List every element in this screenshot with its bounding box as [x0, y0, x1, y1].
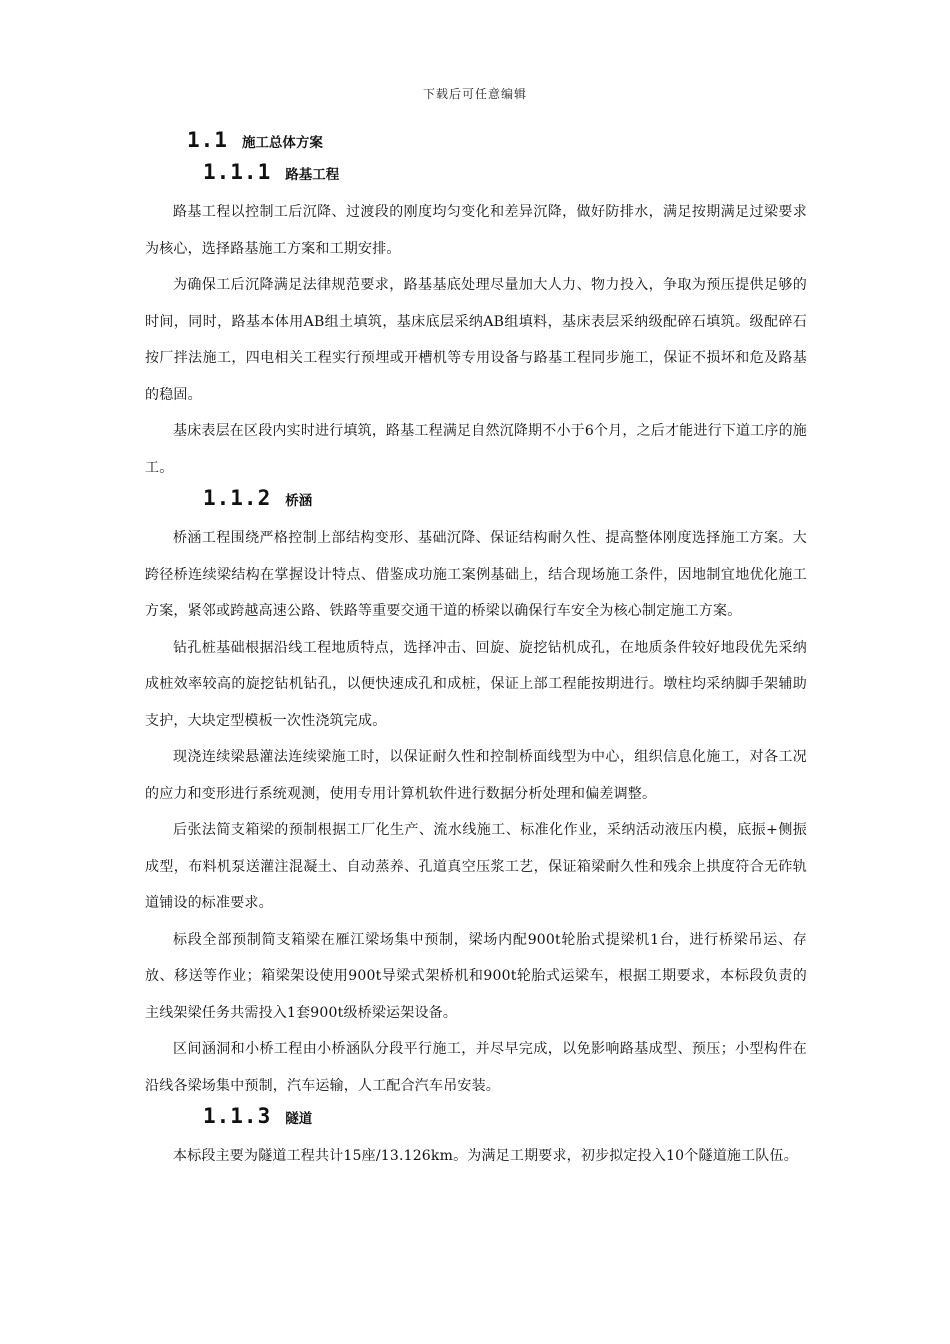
section-number: 1.1.1	[203, 160, 272, 184]
section-heading-1-1	[187, 128, 807, 160]
section-heading-1-1-3	[203, 1104, 807, 1138]
section-title: 隧道	[285, 1111, 313, 1127]
section-heading-1-1-2	[203, 486, 807, 520]
section-heading-1-1-1	[203, 160, 807, 194]
paragraph: 钻孔桩基础根据沿线工程地质特点，选择冲击、回旋、旋挖钻机成孔，在地质条件较好地段优先采纳成桩效率较高的旋挖钻机钻孔，以便快速成孔和成桩，保证上部工程能按期进行。墩柱均采纳脚手架辅助支护，大块定型模板一次性浇筑完成。	[145, 639, 807, 729]
section-title: 桥涵	[285, 493, 313, 509]
paragraph: 现浇连续梁悬灌法连续梁施工时，以保证耐久性和控制桥面线型为中心，组织信息化施工，对各工况的应力和变形进行系统观测，使用专用计算机软件进行数据分析处理和偏差调整。	[145, 749, 807, 802]
section-number: 1.1.3	[203, 1104, 272, 1128]
paragraph: 本标段主要为隧道工程共计15座/13.126km。为满足工期要求，初步拟定投入10个隧道施工队伍。	[173, 1148, 798, 1164]
section-title: 施工总体方案	[241, 135, 323, 151]
paragraph: 后张法简支箱梁的预制根据工厂化生产、流水线施工、标准化作业，采纳活动液压内模，底振+侧振成型，布料机泵送灌注混凝土、自动蒸养、孔道真空压浆工艺，保证箱梁耐久性和残余上拱度符合无砟轨道铺设的标准要求。	[145, 822, 807, 911]
paragraph: 路基工程以控制工后沉降、过渡段的刚度均匀变化和差异沉降，做好防排水，满足按期满足过梁要求为核心，选择路基施工方案和工期安排。	[145, 204, 807, 257]
document-body	[145, 128, 807, 1175]
section-number: 1.1	[187, 128, 228, 152]
paragraph: 桥涵工程围绕严格控制上部结构变形、基础沉降、保证结构耐久性、提高整体刚度选择施工方案。大跨径桥连续梁结构在掌握设计特点、借鉴成功施工案例基础上，结合现场施工条件，因地制宜地优化施工方案，紧邻或跨越高速公路、铁路等重要交通干道的桥梁以确保行车安全为核心制定施工方案。	[145, 530, 807, 619]
paragraph: 区间涵洞和小桥工程由小桥涵队分段平行施工，并尽早完成，以免影响路基成型、预压；小型构件在沿线各梁场集中预制，汽车运输，人工配合汽车吊安装。	[145, 1041, 807, 1094]
header-note: 下载后可任意编辑	[422, 87, 527, 101]
paragraph: 基床表层在区段内实时进行填筑，路基工程满足自然沉降期不小于6个月，之后才能进行下道工序的施工。	[145, 423, 807, 476]
section-number: 1.1.2	[203, 486, 272, 510]
paragraph: 标段全部预制简支箱梁在雁江梁场集中预制，梁场内配900t轮胎式提梁机1台，进行桥梁吊运、存放、移送等作业；箱梁架设使用900t导梁式架桥机和900t轮胎式运梁车，根据工期要求，本标段负责的主线架梁任务共需投入1套900t级桥梁运架设备。	[145, 931, 807, 1021]
paragraph: 为确保工后沉降满足法律规范要求，路基基底处理尽量加大人力、物力投入，争取为预压提供足够的时间，同时，路基本体用AB组土填筑，基床底层采纳AB组填料，基床表层采纳级配碎石填筑。级配碎石按厂拌法施工，四电相关工程实行预埋或开槽机等专用设备与路基工程同步施工，保证不损坏和危及路基的稳固。	[145, 277, 807, 403]
section-title: 路基工程	[285, 167, 340, 183]
